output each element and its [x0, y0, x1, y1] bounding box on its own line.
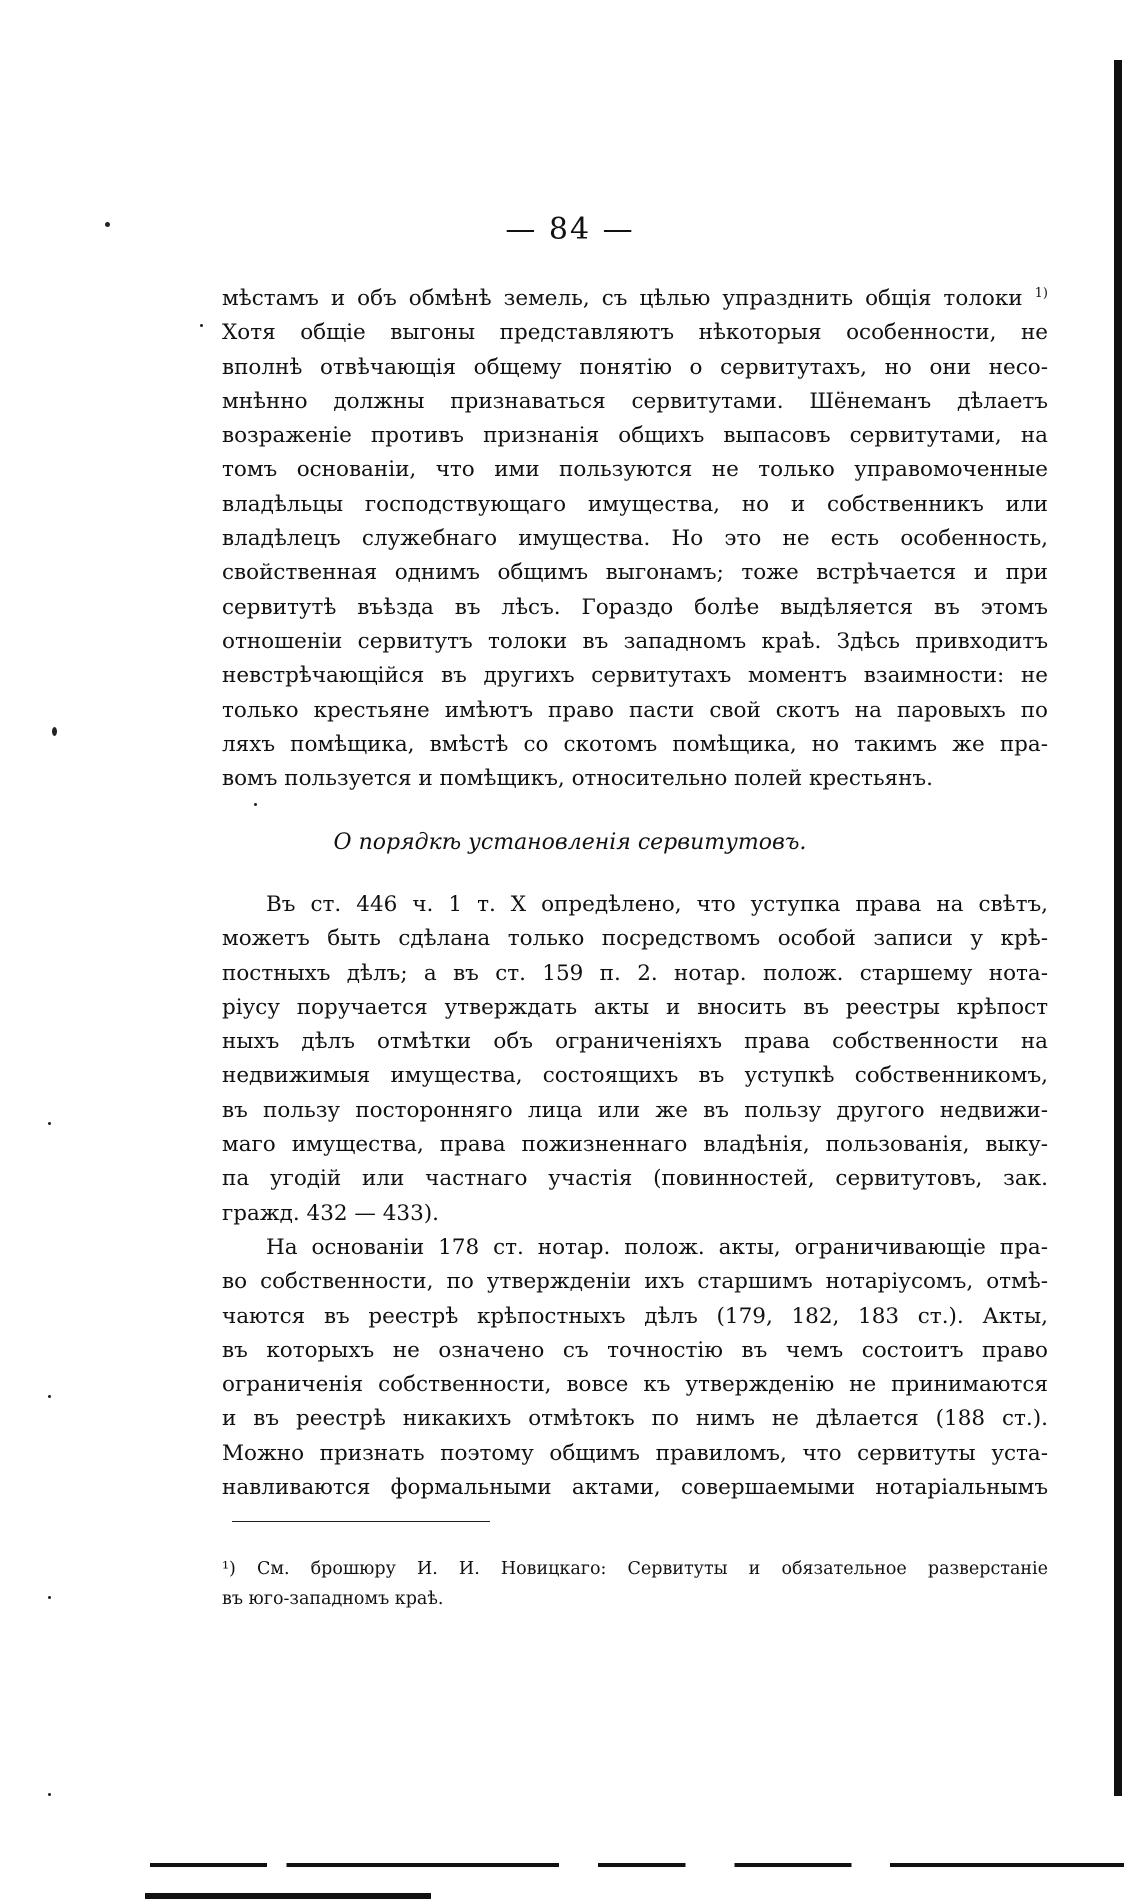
page-number: — 84 — [505, 212, 635, 247]
paragraph-3 [222, 1231, 1048, 1505]
scan-speck [48, 1122, 51, 1125]
text-line: недвижимыя имущества, состоящихъ въ уступкѣ собственникомъ, [222, 1063, 1048, 1089]
text-line: На основаніи 178 ст. нотар. полож. акты, ограничивающіе пра- [266, 1235, 1048, 1260]
text-line: во собственности, по утвержденіи ихъ старшимъ нотаріусомъ, отмѣ- [222, 1269, 1048, 1295]
text-line: томъ основаніи, что ими пользуются не только управомоченные [222, 457, 1048, 483]
scan-speck [52, 727, 57, 736]
text-line: Можно признать поэтому общимъ правиломъ, что сервитуты уста- [222, 1440, 1048, 1466]
text-line: владѣльцы господствующаго имущества, но и собственникъ или [222, 491, 1048, 517]
text-line: вполнѣ отвѣчающія общему понятію о сервитутахъ, но они несо- [222, 354, 1048, 380]
scan-speck [200, 324, 203, 327]
scan-speck [48, 1395, 51, 1398]
text-line: владѣлецъ служебнаго имущества. Но это не есть особенность, [222, 526, 1048, 552]
text-line: маго имущества, права пожизненнаго владѣнія, пользованія, выку- [222, 1132, 1048, 1158]
scan-speck [48, 1793, 51, 1796]
text-line: ныхъ дѣлъ отмѣтки объ ограниченіяхъ права собственности на [222, 1029, 1048, 1055]
text-line: невстрѣчающійся въ другихъ сервитутахъ моментъ взаимности: не [222, 663, 1048, 689]
scan-speck [48, 1596, 51, 1599]
scan-speck [105, 222, 110, 227]
text-line: ляхъ помѣщика, вмѣстѣ со скотомъ помѣщика, но такимъ же пра- [222, 731, 1048, 757]
scan-edge-bar [1114, 60, 1122, 1796]
scan-bottom-bar [145, 1893, 431, 1899]
scan-bottom-edge [150, 1863, 1124, 1867]
text-line: постныхъ дѣлъ; а въ ст. 159 п. 2. нотар. полож. старшему нота- [222, 960, 1048, 986]
text-line: сервитутѣ въѣзда въ лѣсъ. Гораздо болѣе выдѣляется въ этомъ [222, 594, 1048, 620]
text-line: па угодій или частнаго участія (повинностей, сервитутовъ, зак. [222, 1166, 1048, 1192]
text-line: свойственная однимъ общимъ выгонамъ; тоже встрѣчается и при [222, 560, 1048, 586]
text-line: и въ реестрѣ никакихъ отмѣтокъ по нимъ не дѣлается (188 ст.). [222, 1406, 1048, 1432]
text-line: Хотя общіе выгоны представляютъ нѣкоторыя особенности, не [222, 320, 1048, 346]
text-line: отношеніи сервитутъ толоки въ западномъ краѣ. Здѣсь привходитъ [222, 628, 1048, 654]
text-line: гражд. 432 — 433). [222, 1200, 439, 1226]
text-line: ограниченія собственности, вовсе къ утвержденію не принимаются [222, 1372, 1048, 1398]
text-line: мѣстамъ и объ обмѣнѣ земель, съ цѣлью упразднить общія толоки $^{1)}$ [222, 285, 1048, 311]
text-line: въ пользу посторонняго лица или же въ пользу другого недвижи- [222, 1097, 1048, 1123]
text-line: Въ ст. 446 ч. 1 т. X опредѣлено, что уступка права на свѣтъ, [266, 892, 1048, 917]
text-line: чаются въ реестрѣ крѣпостныхъ дѣлъ (179, 182, 183 ст.). Акты, [222, 1303, 1048, 1329]
footnote-line: въ юго-западномъ краѣ. [222, 1589, 444, 1609]
text-line: навливаются формальными актами, совершаемыми нотаріальнымъ [222, 1475, 1048, 1501]
text-line: можетъ быть сдѣлана только посредствомъ особой записи у крѣ- [222, 926, 1048, 952]
scan-speck [254, 803, 257, 806]
text-line: въ которыхъ не означено съ точностію въ чемъ состоитъ право [222, 1337, 1048, 1363]
section-heading: О порядкѣ установленія сервитутовъ. [333, 830, 807, 855]
text-line: ріусу поручается утверждать акты и вносить въ реестры крѣпост [222, 994, 1048, 1020]
text-line: мнѣнно должны признаваться сервитутами. Шёнеманъ дѣлаетъ [222, 388, 1048, 414]
text-line: возраженіе противъ признанія общихъ выпасовъ сервитутами, на [222, 423, 1048, 449]
paragraph-2 [222, 888, 1048, 1231]
text-line: вомъ пользуется и помѣщикъ, относительно полей крестьянъ. [222, 766, 933, 792]
footnote [222, 1554, 1048, 1614]
paragraph-1 [222, 282, 1048, 796]
footnote-marker: 1) [1034, 285, 1048, 301]
text-line: только крестьяне имѣютъ право пасти свой скотъ на паровыхъ по [222, 697, 1048, 723]
footnote-divider [232, 1521, 490, 1522]
footnote-line: ¹) См. брошюру И. И. Новицкаго: Сервитуты и обязательное разверстаніе [222, 1559, 1048, 1579]
